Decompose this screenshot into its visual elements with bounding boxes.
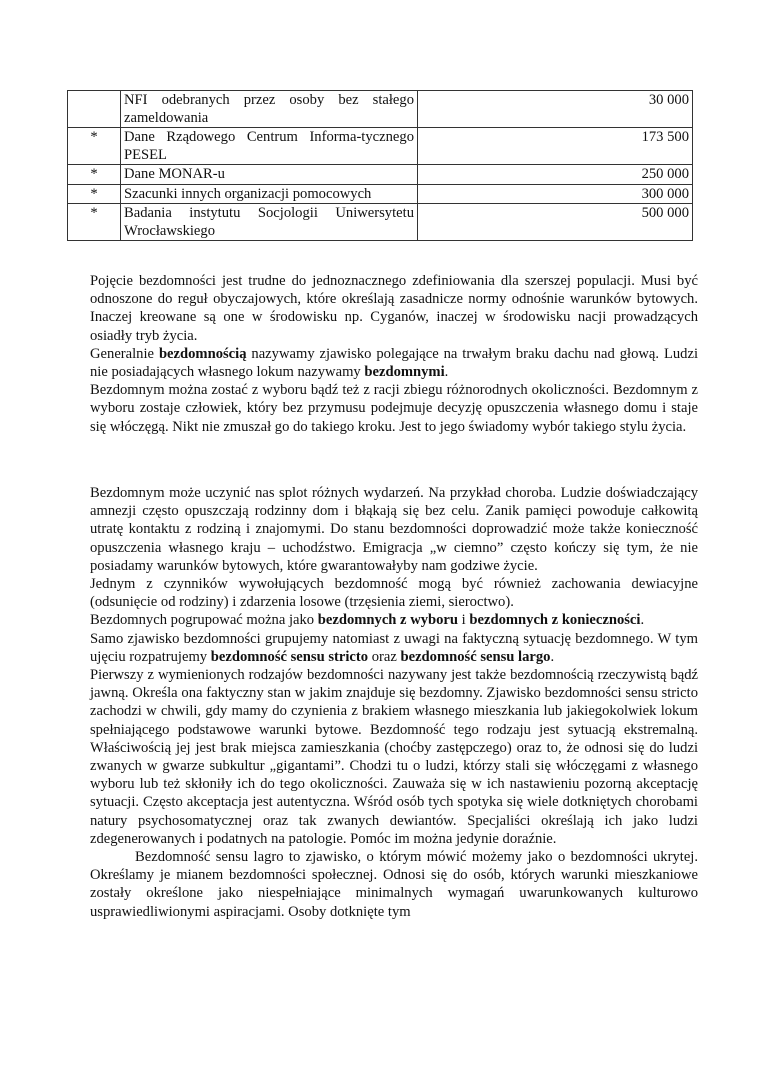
bold-term: bezdomność sensu largo: [400, 648, 551, 665]
row-count: 30 000: [418, 91, 693, 128]
row-source: Dane Rządowego Centrum Informa-tycznego PESEL: [121, 128, 418, 165]
bold-term: bezdomnych z wyboru: [317, 612, 459, 629]
row-source: Dane MONAR-u: [121, 165, 418, 185]
paragraph: Jednym z czynników wywołujących bezdomność mogą być również zachowania dewiacyjne (odsunięcie od rodziny) i zdarzenia losowe (trzęsienia ziemi, sieroctwo).: [90, 576, 698, 611]
paragraph: Samo zjawisko bezdomności grupujemy natomiast z uwagi na faktyczną sytuację bezdomnego. W tym ujęciu rozpatrujemy bezdomność sensu stricto oraz bezdomność sensu largo.: [90, 630, 698, 665]
row-source: NFI odebranych przez osoby bez stałego zameldowania: [121, 91, 418, 128]
row-source: Badania instytutu Socjologii Uniwersytetu Wrocławskiego: [121, 204, 418, 241]
section-causes: [90, 484, 698, 921]
table-row: [68, 184, 693, 204]
row-marker: *: [68, 128, 121, 165]
paragraph: Bezdomność sensu lagro to zjawisko, o którym mówić możemy jako o bezdomności ukrytej. Określamy je mianem bezdomności społecznej. Odnosi się do osób, których warunki mieszkaniowe zostały określone jako niespełniające minimalnych wymagań uwarunkowanych kulturowo usprawiedliwionymi aspiracjami. Osoby dotknięte tym: [90, 849, 698, 920]
homeless-statistics-table: [67, 90, 693, 241]
paragraph: Bezdomnym można zostać z wyboru bądź też z racji zbiegu różnorodnych okoliczności. Bezdomnym z wyboru zostaje człowiek, który bez przymusu podejmuje decyzję opuszczenia własnego domu i staje się włóczęgą. Nikt nie zmuszał go do takiego kroku. Jest to jego świadomy wybór takiego stylu życia.: [90, 382, 698, 435]
row-count: 300 000: [418, 184, 693, 204]
section-definition: [90, 272, 698, 436]
table-row: [68, 128, 693, 165]
row-marker: [68, 91, 121, 128]
row-marker: *: [68, 204, 121, 241]
row-count: 250 000: [418, 165, 693, 185]
row-source: Szacunki innych organizacji pomocowych: [121, 184, 418, 204]
paragraph: Pojęcie bezdomności jest trudne do jednoznacznego zdefiniowania dla szerszej populacji. Musi być odnoszone do reguł obyczajowych, które określają zasadnicze normy odnośnie warunków bytowych. Inaczej kreowane są one w środowisku np. Cyganów, inaczej w środowisku nacji prowadzących osiadły tryb życia.: [90, 273, 698, 344]
table-row: [68, 204, 693, 241]
bold-term: bezdomność sensu stricto: [210, 648, 369, 665]
paragraph: Pierwszy z wymienionych rodzajów bezdomności nazywany jest także bezdomnością rzeczywistą bądź jawną. Określa ona faktyczny stan w jakim znajduje się bezdomny. Zjawisko bezdomności sensu stricto zachodzi w chwili, gdy mamy do czynienia z brakiem własnego mieszkania lub jakiegokolwiek lokum spełniającego podstawowe warunki bytowe. Bezdomność tego rodzaju jest sytuacją ekstremalną. Właściwością jej jest brak miejsca zamieszkania (choćby zastępczego) oraz to, że odnosi się do ludzi zwanych w gwarze subkultur „gigantami”. Chodzi tu o ludzi, którzy stali się włóczęgami z własnego wyboru lub też skłoniły ich do tego okoliczności. Zauważa się w ich nastawieniu pozorną akceptację sytuacji. Często akceptacja jest autentyczna. Wśród osób tych spotyka się wiele dotkniętych chorobami natury psychosomatycznej oraz tak zwanych dewiantów. Specjaliści określają ich jako ludzi zdegenerowanych i podatnych na patologie. Pomóc im można jedynie doraźnie.: [90, 667, 698, 847]
row-count: 500 000: [418, 204, 693, 241]
table-row: [68, 165, 693, 185]
bold-term: bezdomnymi: [364, 364, 445, 381]
paragraph: Bezdomnych pogrupować można jako bezdomnych z wyboru i bezdomnych z konieczności.: [90, 612, 645, 629]
row-marker: *: [68, 165, 121, 185]
table-row: [68, 91, 693, 128]
row-count: 173 500: [418, 128, 693, 165]
bold-term: bezdomnością: [158, 345, 247, 362]
row-marker: *: [68, 184, 121, 204]
paragraph: Bezdomnym może uczynić nas splot różnych wydarzeń. Na przykład choroba. Ludzie doświadczający amnezji często opuszczają rodzinny dom i błąkają się bez celu. Zanik pamięci powoduje całkowitą utratę kontaktu z rodziną i znajomymi. Do stanu bezdomności doprowadzić może także konieczność opuszczenia własnego kraju – uchodźstwo. Emigracja „w ciemno” często kończy się tym, że nie posiadamy warunków bytowych, które gwarantowałyby nam godziwe życie.: [90, 485, 698, 574]
bold-term: bezdomnych z konieczności: [469, 612, 641, 629]
paragraph: Generalnie bezdomnością nazywamy zjawisko polegające na trwałym braku dachu nad głową. Ludzi nie posiadających własnego lokum nazywamy bezdomnymi.: [90, 345, 698, 381]
